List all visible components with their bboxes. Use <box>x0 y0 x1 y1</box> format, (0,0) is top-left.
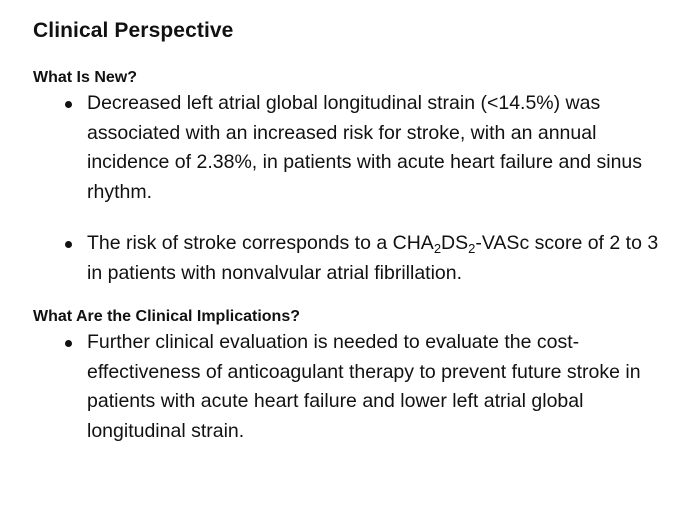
text-segment: DS <box>441 232 469 254</box>
bullet-icon <box>65 241 72 248</box>
section-heading-what-is-new: What Is New? <box>33 69 138 86</box>
list-item <box>33 328 662 446</box>
list-item <box>33 89 662 207</box>
list-item-text <box>87 232 658 284</box>
list-item <box>33 229 662 288</box>
list-item-text: Decreased left atrial global longitudinal strain (<14.5%) was associated with an increased risk for stroke, with an annual incidence of 2.38%, in patients with acute heart failure and sinus rhythm. <box>87 92 643 203</box>
bullet-icon <box>65 340 72 347</box>
text-segment: -VASc score of 2 to 3 in patients with nonvalvular atrial fibrillation. <box>87 232 659 284</box>
bullet-icon <box>65 101 72 108</box>
subscript: 2 <box>468 241 476 256</box>
what-is-new-list <box>33 89 682 288</box>
text-segment: The risk of stroke corresponds to a CHA <box>87 232 434 254</box>
clinical-implications-list <box>33 328 682 446</box>
section-heading-clinical-implications: What Are the Clinical Implications? <box>33 308 300 325</box>
subscript: 2 <box>433 241 442 256</box>
page-title: Clinical Perspective <box>33 19 234 42</box>
list-item-text: Further clinical evaluation is needed to evaluate the cost-effectiveness of anticoagulant therapy to prevent future stroke in patients with acute heart failure and lower left atrial global longitudinal strain. <box>87 331 641 442</box>
